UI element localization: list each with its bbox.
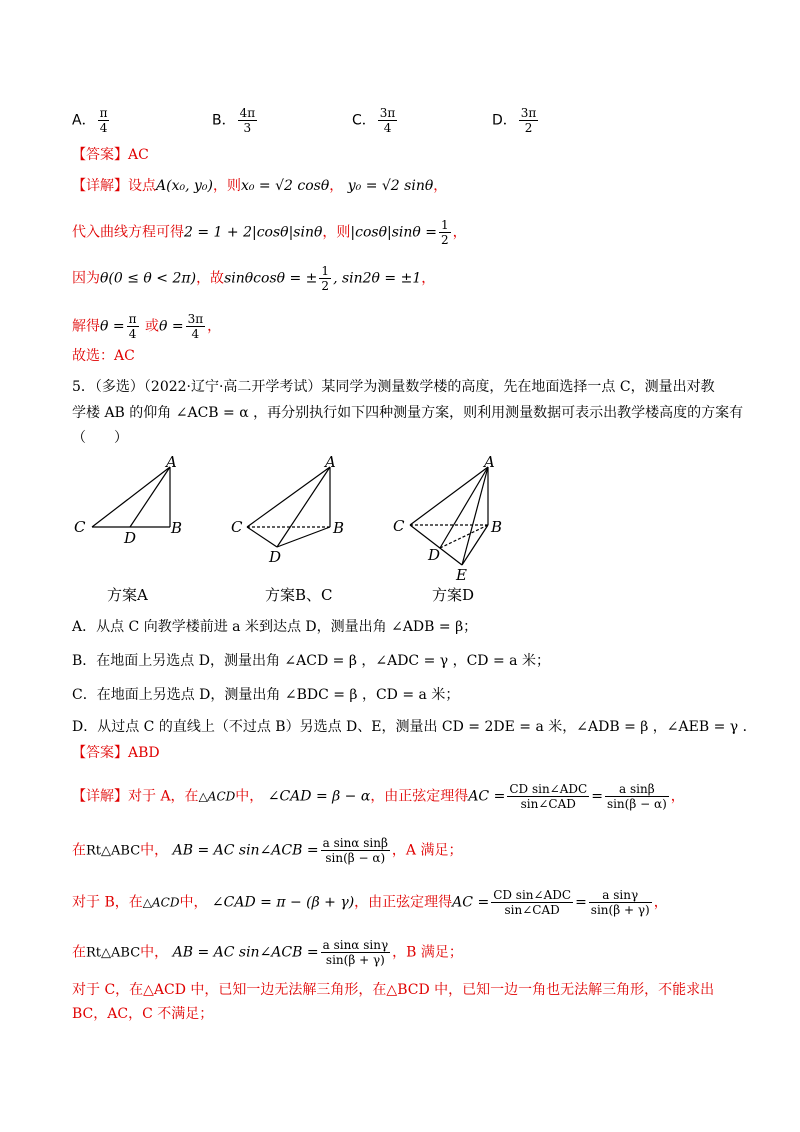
q4-line3-fraction: $\frac{1}{2}$	[321, 264, 330, 293]
q5-d3-fraction-2: $\frac{\text{a sinγ}}{\sin(\beta + \gamma)}$	[590, 888, 650, 917]
fig-bc-label-A: A	[325, 455, 336, 471]
q5-stem-line2: 学楼 AB 的仰角 ∠ACB = α ，再分别执行如下四种测量方案，则利用测量数据可表示出教学楼高度的方案有	[72, 405, 744, 421]
fig-a-label-C: C	[74, 518, 86, 536]
q5-d2-fraction: $\frac{\text{a sinα sinβ}}{\sin(\beta - \alpha)}$	[322, 836, 388, 865]
q5-detail-line5b: BC，AC，C 不满足；	[72, 1006, 214, 1022]
fig-d-label-B: B	[491, 518, 503, 536]
option-c-fraction: $\frac{3\pi}{4}$	[379, 106, 396, 135]
q5-d4-fraction: $\frac{\text{a sinα sinγ}}{\sin(\beta + \gamma)}$	[322, 938, 389, 967]
fig-a-label-D: D	[124, 529, 137, 547]
option-b-letter: B．	[212, 112, 236, 129]
q5-answer: 【答案】ABD	[72, 745, 160, 761]
q4-line4-fraction-b: $\frac{3\pi}{4}$	[187, 312, 204, 341]
fig-bc-label-D: D	[269, 548, 282, 565]
q5-option-a: A．从点 C 向教学楼前进 a 米到达点 D，测量出角 ∠ADB = β；	[72, 619, 478, 635]
option-d-letter: D．	[492, 112, 517, 129]
fig-bc-label-C: C	[231, 518, 243, 536]
option-c	[352, 106, 399, 135]
option-a	[72, 106, 111, 135]
option-a-fraction: $\frac{\pi}{4}$	[99, 106, 108, 135]
q4-detail-line2: 代入曲线方程可得2 = 1 + 2|cosθ|sinθ，则|cosθ|sinθ = $\frac{1}{2}$ ，	[72, 218, 467, 247]
q5-d1-fraction-2: $\frac{\text{a sinβ}}{\sin(\beta - \alpha)}$	[606, 782, 667, 811]
q5-option-b: B．在地面上另选点 D，测量出角 ∠ACD = β ，∠ADC = γ ，CD = a 米；	[72, 653, 550, 669]
q4-answer: 【答案】AC	[72, 147, 149, 163]
figure-scheme-d	[390, 455, 520, 585]
option-c-letter: C．	[352, 112, 376, 129]
fig-a-label-B: B	[171, 519, 183, 537]
fig-caption-d: 方案D	[432, 586, 475, 604]
q5-d1-fraction-1: $\frac{\text{CD sin∠ADC}}{\text{sin∠CAD}}$	[509, 782, 588, 811]
q5-detail-line3: 对于 B，在△ACD中， ∠CAD = π − (β + γ)，由正弦定理得AC = $\frac{\text{CD sin∠ADC}}{\text{sin∠CAD}}$ = $\frac{\text{a sinγ}}{\sin(\beta + \gamma)}$ ，	[72, 888, 668, 917]
option-d	[492, 106, 540, 135]
fig-d-label-A: A	[484, 455, 495, 471]
q4-detail-line3: 因为θ(0 ≤ θ < 2π)，故sinθcosθ = ± $\frac{1}{2}$ , sin2θ = ±1，	[72, 264, 436, 293]
q4-detail-line4: 解得θ = $\frac{\pi}{4}$ 或θ = $\frac{3\pi}{4}$ ，	[72, 312, 222, 341]
q5-stem-line3: （ ）	[72, 430, 128, 446]
option-b	[212, 106, 259, 135]
figure-scheme-bc	[225, 455, 355, 565]
q4-detail-line1: 【详解】设点A(x₀, y₀)，则x₀ = √2 cosθ， y₀ = √2 sinθ，	[72, 178, 448, 194]
option-b-fraction: $\frac{4\pi}{3}$	[239, 106, 256, 135]
q5-detail-line5a: 对于 C，在△ACD 中，已知一边无法解三角形，在△BCD 中，已知一边一角也无法解三角形，不能求出	[72, 982, 715, 998]
q5-option-c: C．在地面上另选点 D，测量出角 ∠BDC = β ，CD = a 米；	[72, 687, 460, 703]
q4-line2-fraction: $\frac{1}{2}$	[441, 218, 449, 247]
q5-d3-fraction-1: $\frac{\text{CD sin∠ADC}}{\text{sin∠CAD}}$	[493, 888, 572, 917]
option-d-fraction: $\frac{3\pi}{2}$	[520, 106, 537, 135]
q5-detail-line1: 【详解】对于 A，在△ACD中， ∠CAD = β − α，由正弦定理得AC = $\frac{\text{CD sin∠ADC}}{\text{sin∠CAD}}$ = $\frac{\text{a sinβ}}{\sin(\beta - \alpha)}$ ，	[72, 782, 685, 811]
fig-caption-a: 方案A	[107, 586, 148, 604]
q5-detail-line2: 在Rt△ABC中， AB = AC sin∠ACB = $\frac{\text{a sinα sinβ}}{\sin(\beta - \alpha)}$ ，A 满足；	[72, 836, 463, 865]
fig-caption-bc: 方案B、C	[265, 586, 333, 604]
fig-d-label-C: C	[393, 517, 405, 535]
fig-d-label-D: D	[428, 546, 441, 564]
q5-stem-line1: 5．（多选）（2022·辽宁·高二开学考试）某同学为测量数学楼的高度，先在地面选择一点 C，测量出对教	[72, 379, 715, 395]
fig-bc-label-B: B	[333, 519, 345, 537]
fig-a-label-A: A	[166, 455, 177, 471]
q5-detail-line4: 在Rt△ABC中， AB = AC sin∠ACB = $\frac{\text{a sinα sinγ}}{\sin(\beta + \gamma)}$ ，B 满足；	[72, 938, 463, 967]
figure-scheme-a	[70, 455, 190, 555]
fig-d-label-E: E	[456, 566, 467, 584]
q4-line4-fraction-a: $\frac{\pi}{4}$	[128, 312, 137, 341]
q4-choose: 故选：AC	[72, 348, 135, 364]
q5-option-d: D．从过点 C 的直线上（不过点 B）另选点 D、E，测量出 CD = 2DE = a 米，∠ADB = β ，∠AEB = γ ．	[72, 719, 757, 735]
option-a-letter: A．	[72, 112, 96, 129]
